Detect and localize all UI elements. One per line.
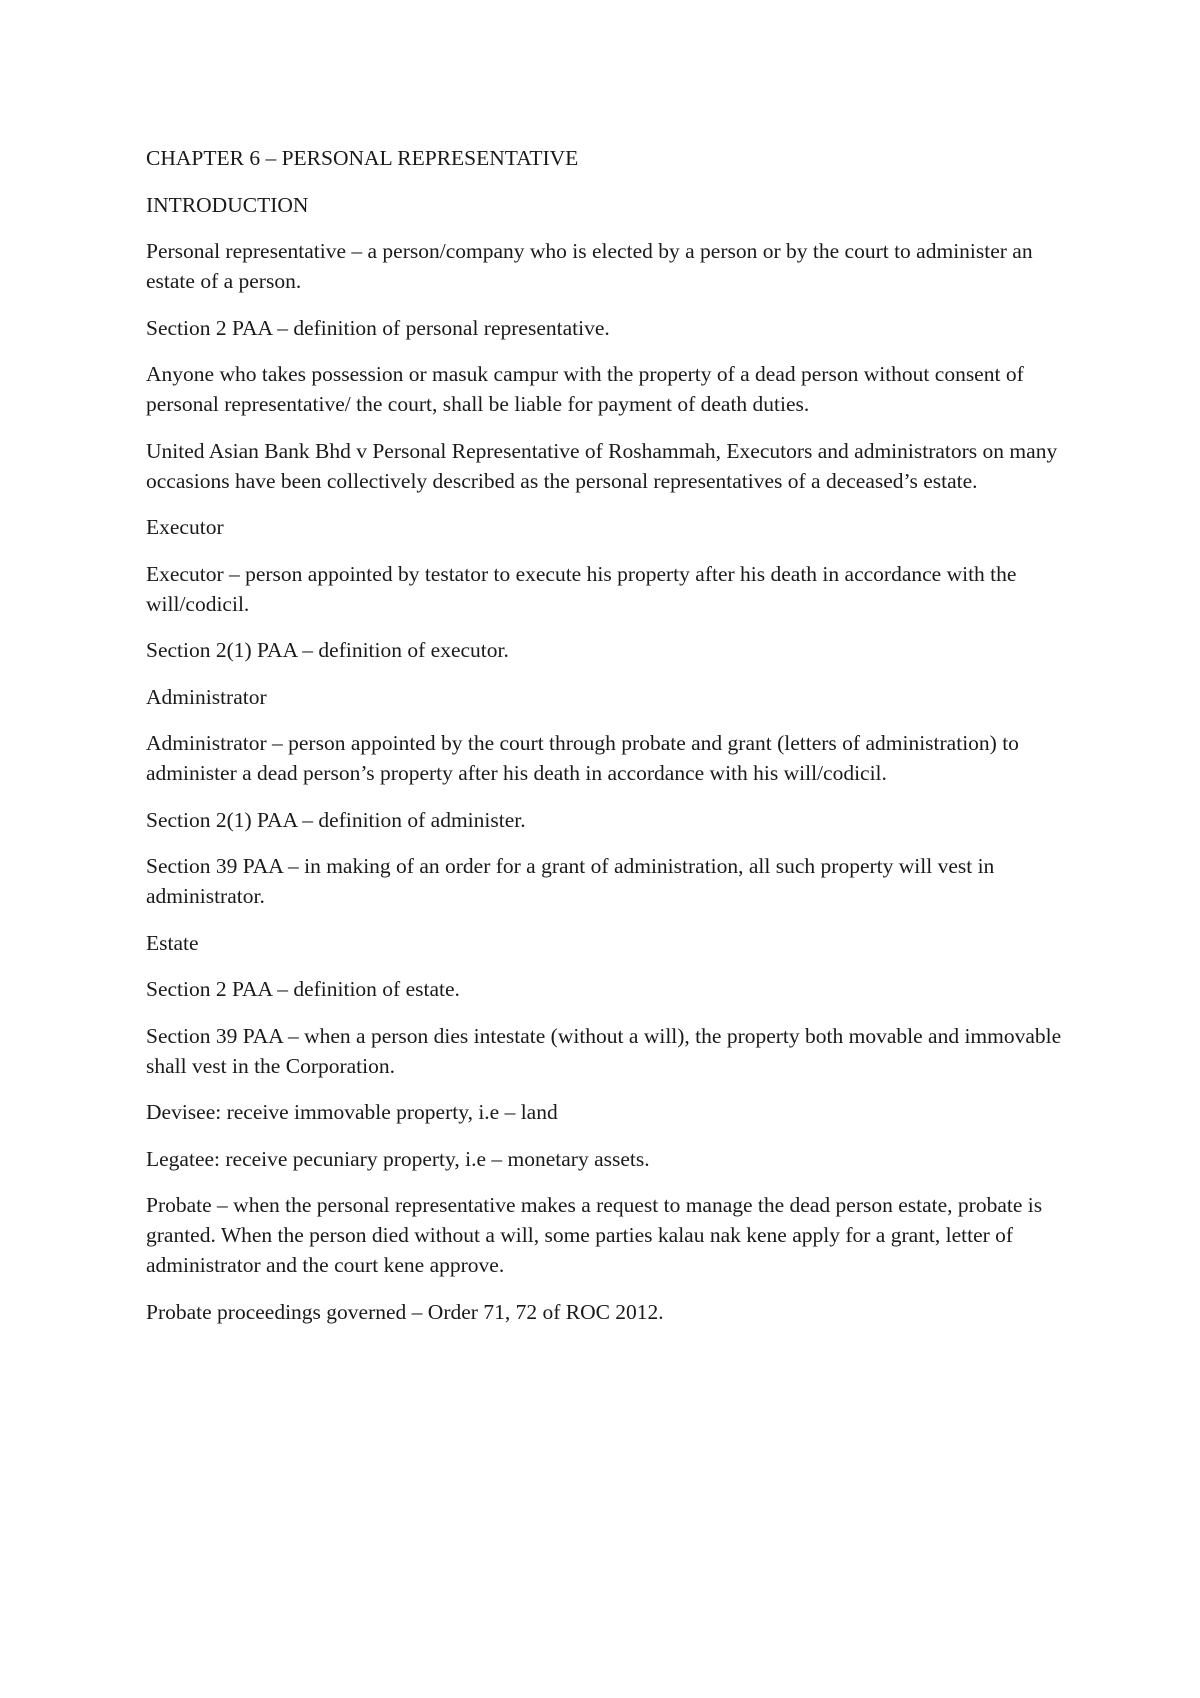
chapter-title: CHAPTER 6 – PERSONAL REPRESENTATIVE (146, 146, 579, 170)
heading-estate: Estate (146, 930, 199, 955)
heading-executor: Executor (146, 515, 224, 539)
paragraph: Section 2 PAA – definition of personal representative. (146, 315, 610, 340)
paragraph: Probate – when the personal representative makes a request to manage the dead person estate, probate is granted. When the person died without a will, some parties kalau nak kene apply for a grant, letter of administrator and the court kene approve. (146, 1193, 1043, 1277)
paragraph: Administrator – person appointed by the court through probate and grant (letters of administration) to administer a dead person’s property after his death in accordance with his will/codicil. (146, 731, 1019, 785)
paragraph: Anyone who takes possession or masuk campur with the property of a dead person without consent of personal representative/ the court, shall be liable for payment of death duties. (146, 362, 1024, 416)
paragraph: Section 2 PAA – definition of estate. (146, 977, 460, 1001)
paragraph: Section 2(1) PAA – definition of executor. (146, 638, 509, 662)
heading-introduction: INTRODUCTION (146, 192, 309, 217)
paragraph: Section 39 PAA – in making of an order for a grant of administration, all such property will vest in administrator. (146, 854, 995, 908)
paragraph: Probate proceedings governed – Order 71, 72 of ROC 2012. (146, 1299, 664, 1324)
paragraph: Personal representative – a person/company who is elected by a person or by the court to administer an estate of a person. (146, 239, 1033, 293)
paragraph: Executor – person appointed by testator to execute his property after his death in accordance with the will/codicil. (146, 561, 1017, 616)
heading-administrator: Administrator (146, 684, 267, 709)
paragraph: Section 2(1) PAA – definition of administer. (146, 807, 526, 832)
document-body (146, 143, 1066, 1343)
paragraph: United Asian Bank Bhd v Personal Representative of Roshammah, Executors and administrators on many occasions have been collectively described as the personal representatives of a deceased’s estate. (146, 438, 1058, 493)
paragraph: Section 39 PAA – when a person dies intestate (without a will), the property both movable and immovable shall vest in the Corporation. (146, 1023, 1062, 1078)
paragraph: Devisee: receive immovable property, i.e – land (146, 1100, 558, 1124)
paragraph: Legatee: receive pecuniary property, i.e – monetary assets. (146, 1146, 650, 1171)
